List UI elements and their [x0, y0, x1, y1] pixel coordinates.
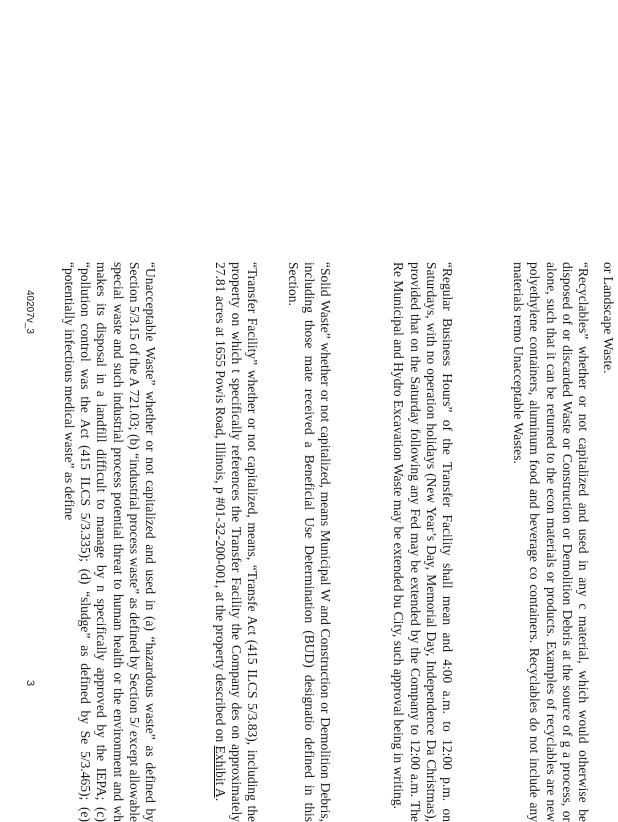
transfer-facility-end: . [212, 797, 228, 802]
exhibit-a-reference: Exhibit A [212, 745, 228, 798]
paragraph-solid-waste: “Solid Waste” whether or not capitalized, means Municipal W and Construction or Demolition Debris, including those mate received a Beneficial Use Determination (BUD) designatio defined in this Section. [285, 262, 333, 822]
paragraph-recyclables: “Recyclables” whether or not capitalized and used in any c material, which would otherwise be disposed of or discarded Waste or Construction or Demolition Debris at the source of g a process, or alone, such that it can be returned to the econ materials or products. Examples of recyclables are new polyethylene containers, aluminum food and beverage co containers. Recyclables do not include any materials remo Unacceptable Wastes. [511, 262, 591, 822]
document-id: 40207v_3 [24, 290, 35, 334]
fragment-landscape-waste: or Landscape Waste. [601, 262, 616, 374]
page-number: 3 [24, 680, 36, 687]
paragraph-transfer-facility [211, 262, 260, 822]
paragraph-unacceptable-waste: “Unacceptable Waste” whether or not capitalized and used in (a) “hazardous waste” as defined by Section 5/3.15 of the A 721.03; (b) “industrial process waste” as defined by Section 5/ except allowable special waste and such industrial process potential threat to human health or the environment and wh makes its disposal in a landfill difficult to manage by n specifically approved by the IEPA; (c) “pollution control was the Act (415 ILCS 5/3.335); (d) “sludge” as defined by Se 5/3.465); (e) “potentially infectious medical waste” as define [61, 262, 158, 822]
paragraph-regular-business-hours: “Regular Business Hours” of the Transfer Facility shall mean and 4:00 a.m. to 12:00 p.m. on Saturdays, with no operation holidays (New Year’s Day, Memorial Day, Independence Da Christmas), provided that on the Saturday following any Fed may be extended by the Company to 12:00 a.m. The Re Municipal and Hydro Excavation Waste may be extended bu City, such approval being in writing. [391, 262, 455, 822]
transfer-facility-text: “Transfer Facility” whether or not capitalized, means, “Transfe Act (415 ILCS 5/3.83), including the property on which t specifically references the Transfer Facility the Company des on approximately 27.81 acres at 1655 Powis Road, Illinois, p #01-32-200-001, at the property described on [212, 262, 260, 822]
